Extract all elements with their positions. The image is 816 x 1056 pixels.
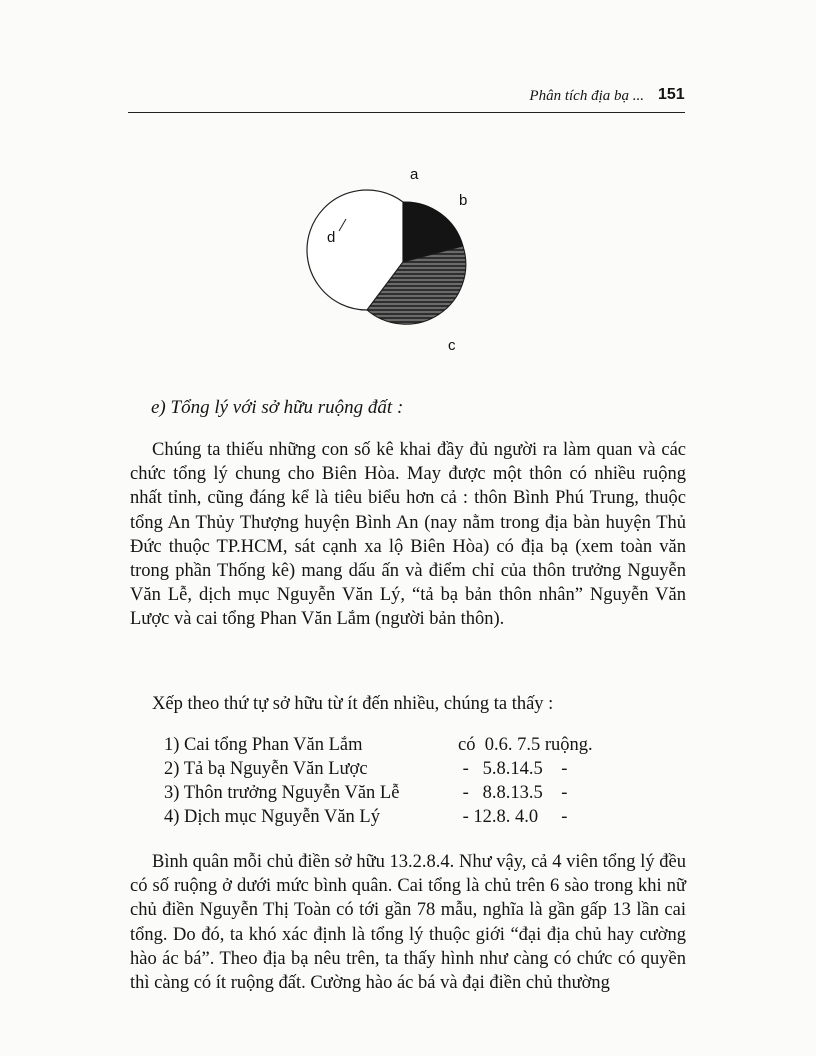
holder-name: 1) Cai tổng Phan Văn Lắm <box>164 735 363 755</box>
paragraph-intro: Chúng ta thiếu những con số kê khai đầy đủ người ra làm quan và các chức tổng lý chung cho Biên Hòa. May được một thôn có nhiều ruộng nhất tỉnh, cũng đáng kể là tiêu biểu hơn cả : thôn Bình Phú Trung, thuộc tổng An Thủy Thượng huyện Bình An (nay nằm trong địa bàn huyện Thủ Đức thuộc TP.HCM, sát cạnh xa lộ Biên Hòa) có địa bạ (xem toàn văn trong phần Thống kê) mang dấu ấn và điểm chỉ của thôn trưởng Nguyễn Văn Lễ, dịch mục Nguyễn Văn Lý, “tả bạ bản thôn nhân” Nguyễn Văn Lược và cai tổng Phan Văn Lắm (người bản thôn). <box>130 440 686 630</box>
holder-value: - 5.8.14.5 - <box>458 759 568 779</box>
list-item <box>164 783 644 807</box>
paragraph-average: Bình quân mỗi chủ điền sở hữu 13.2.8.4. Như vậy, cả 4 viên tổng lý đều có số ruộng ở dưới mức bình quân. Cai tổng là chủ trên 6 sào trong khi nữ chủ điền Nguyễn Thị Toàn có tới gần 78 mẫu, nghĩa là gần gấp 13 lần cai tổng. Do đó, ta khó xác định là tổng lý thuộc giới “đại địa chủ hay cường hào ác bá”. Theo địa bạ nêu trên, ta thấy hình như càng có chức có quyền thì càng có ít ruộng đất. Cường hào ác bá và đại điền chủ thường <box>130 852 686 994</box>
holder-name: 3) Thôn trưởng Nguyễn Văn Lễ <box>164 783 400 803</box>
holder-value: - 8.8.13.5 - <box>458 783 568 803</box>
page-number: 151 <box>658 86 685 103</box>
holder-name: 2) Tả bạ Nguyễn Văn Lược <box>164 759 368 779</box>
holdings-list <box>164 735 644 831</box>
pie-label-b: b <box>459 192 468 209</box>
pie-label-a: a <box>410 166 419 183</box>
list-item <box>164 735 644 759</box>
list-item <box>164 807 644 831</box>
section-heading: e) Tổng lý với sở hữu ruộng đất : <box>151 397 404 418</box>
pie-figure <box>300 160 500 360</box>
holder-value: - 12.8. 4.0 - <box>458 807 568 827</box>
paragraph-ordering: Xếp theo thứ tự sở hữu từ ít đến nhiều, chúng ta thấy : <box>152 694 554 714</box>
pie-label-d: d <box>327 229 336 246</box>
running-title: Phân tích địa bạ ... <box>529 88 644 104</box>
list-item <box>164 759 644 783</box>
pie-label-c: c <box>448 337 456 354</box>
header-rule <box>128 112 685 113</box>
holder-name: 4) Dịch mục Nguyễn Văn Lý <box>164 807 380 827</box>
holder-value: có 0.6. 7.5 ruộng. <box>458 735 593 755</box>
